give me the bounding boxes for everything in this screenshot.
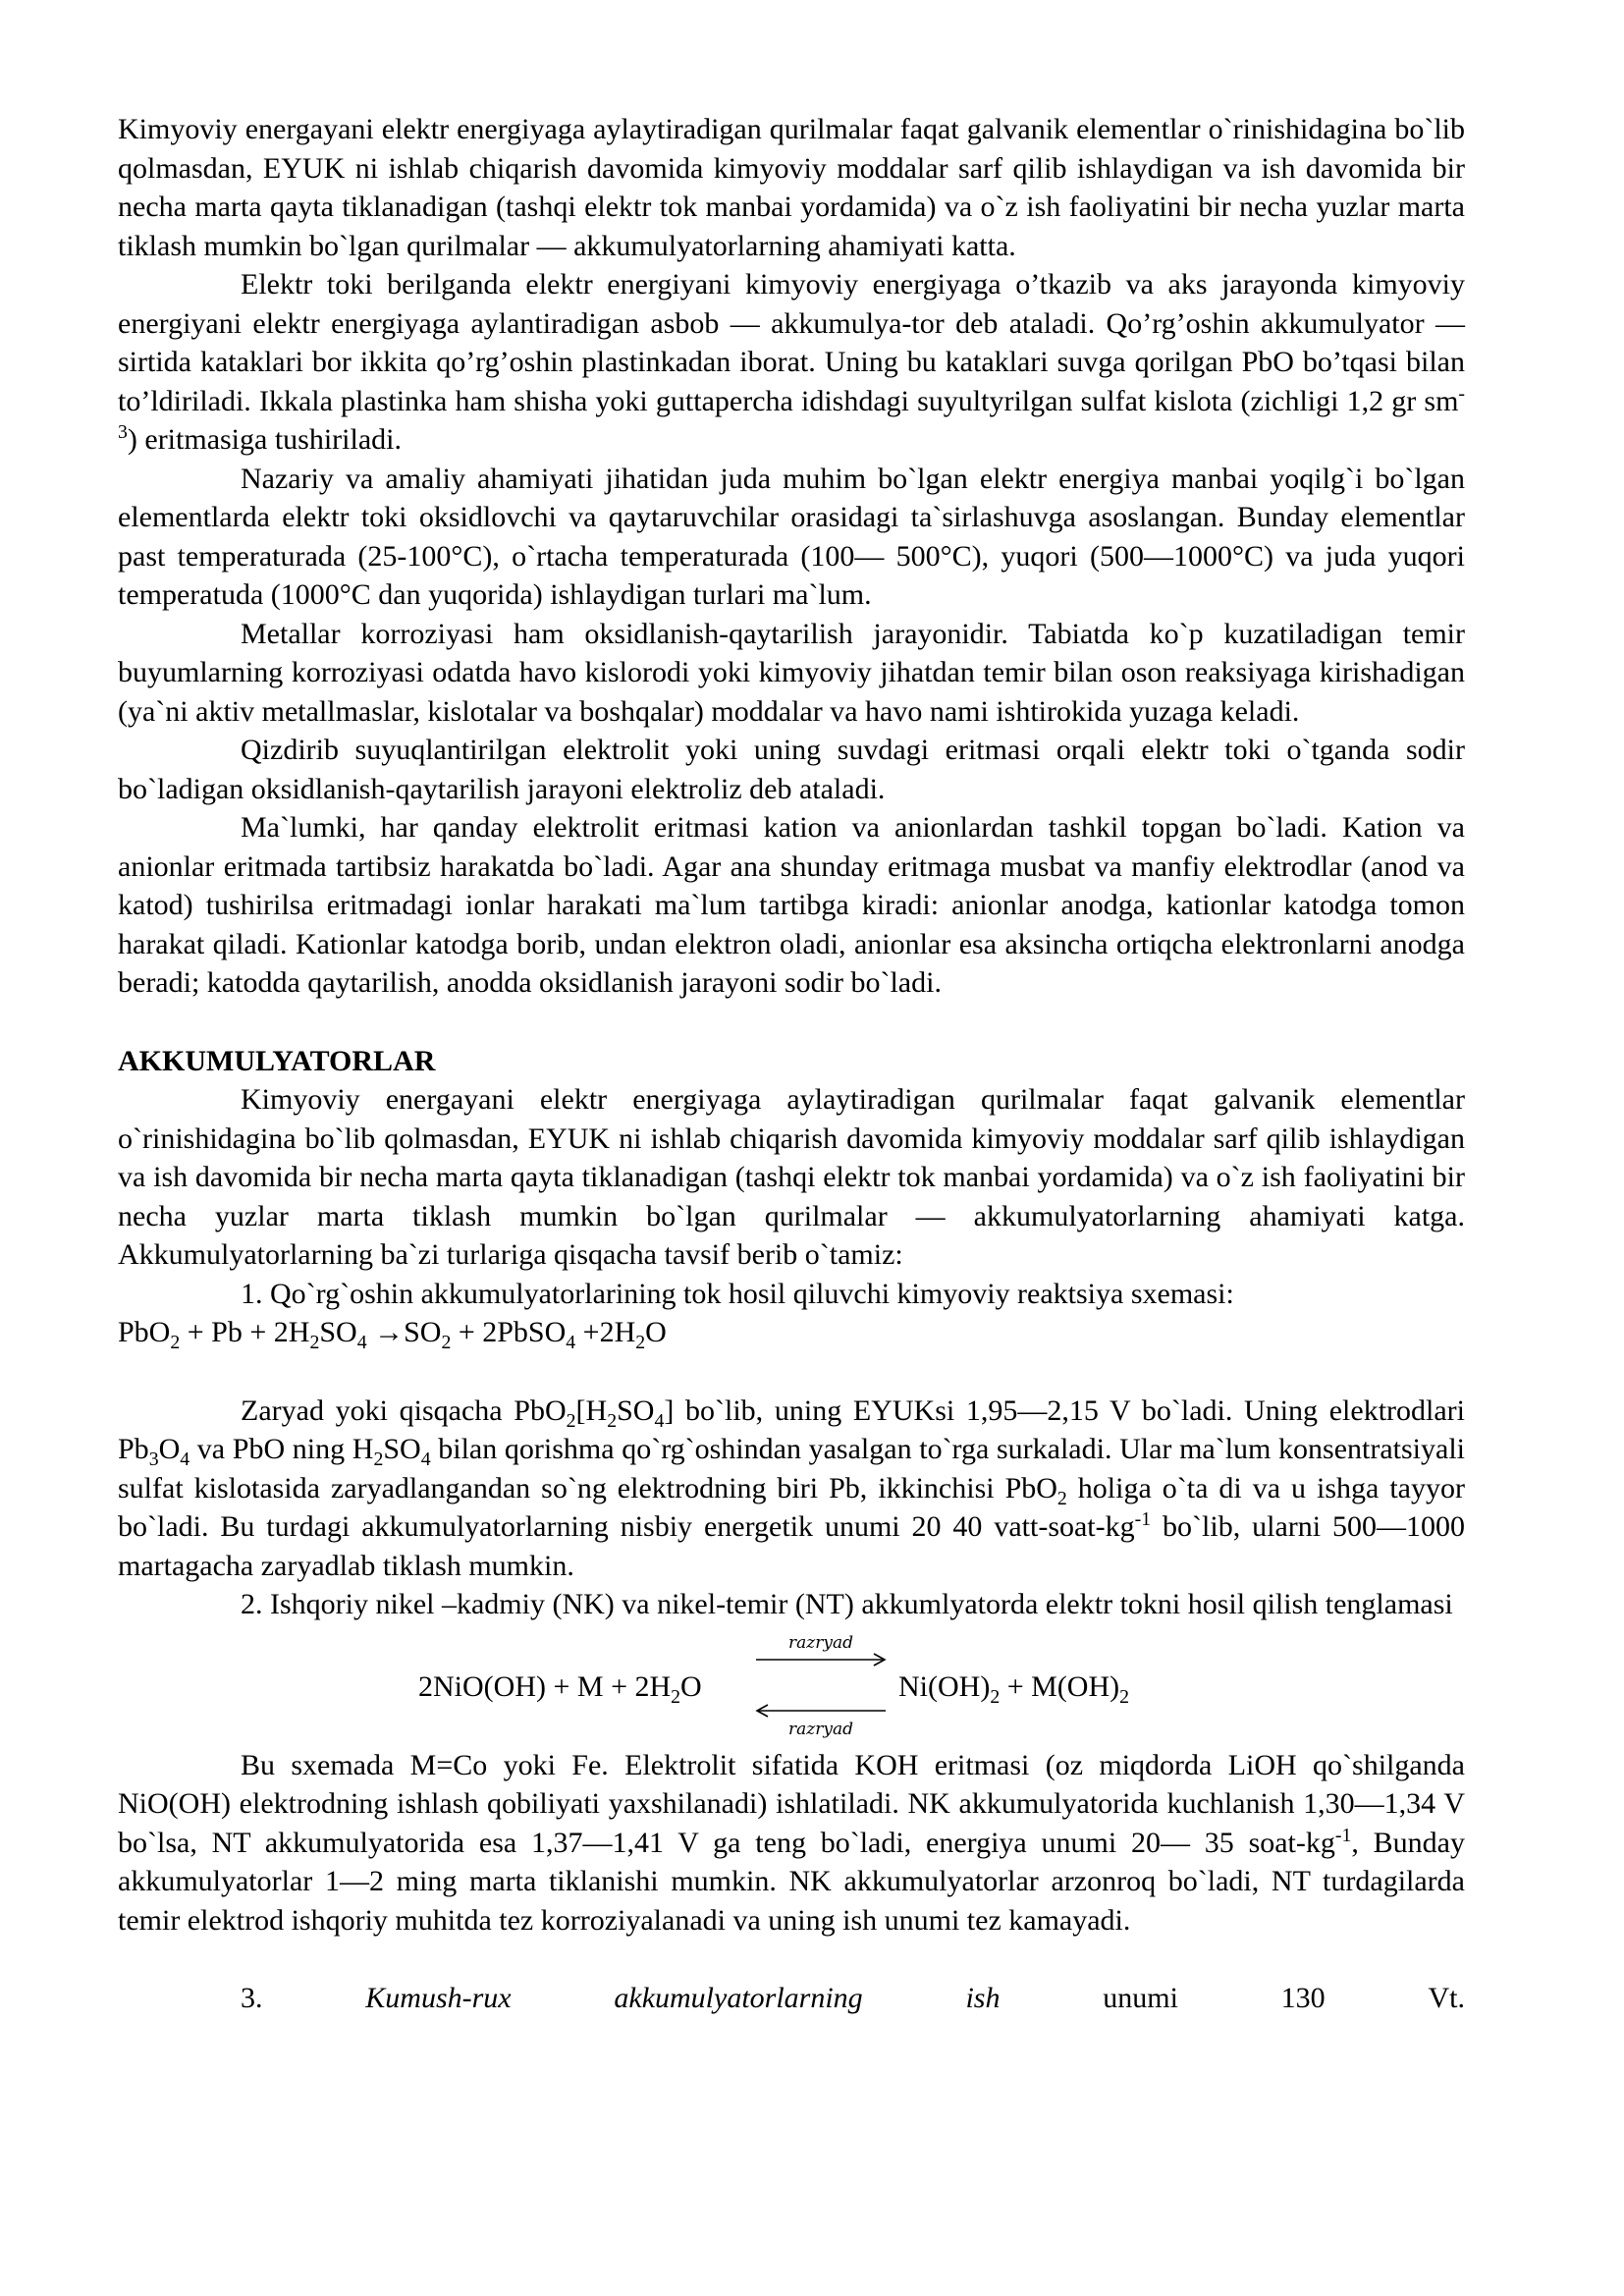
- list-item-nickel-accumulator: 2. Ishqoriy nikel –kadmiy (NK) va nikel-temir (NT) akkumlyatorda elektr tokni hosil qilish tenglamasi: [241, 1588, 1453, 1620]
- formula-text: + Pb + 2H: [180, 1316, 310, 1348]
- subscript: 2: [607, 1409, 618, 1432]
- text: Bu sxemada M=Co yoki Fe. Elektrolit sifatida KOH eritmasi (oz miqdorda LiOH qo`shilganda NiO(OH) elektrodning ishlash qobiliyati yaxshilanadi) ishlatiladi. NK akkumulyatorida kuchlanish 1,30—1,34 V bo`lsa, NT akkumulyatorida esa 1,37—1,41 V ga teng bo`ladi, energiya unumi 20— 35 soat-kg: [118, 1748, 1465, 1859]
- reaction-nickel: [118, 1628, 1465, 1744]
- text: SO: [383, 1433, 421, 1465]
- paragraph-electrolysis-ions: Ma`lumki, har qanday elektrolit eritmasi kation va anionlardan tashkil topgan bo`ladi. Kation va anionlar eritmada tartibsiz harakatda bo`ladi. Agar ana shunday eritmaga musbat va manfiy elektrodlar (anod va katod) tushirilsa eritmadagi ionlar harakati ma`lum tartibga kiradi: anionlar anodga, kationlar katodga tomon harakat qiladi. Kationlar katodga borib, undan elektron oladi, anionlar esa aksincha ortiqcha elektronlarni anodga beradi; katodda qaytarilish, anodda oksidlanish jarayoni sodir bo`ladi.: [118, 811, 1465, 999]
- paragraph-intro: Kimyoviy energayani elektr energiyaga aylaytiradigan qurilmalar faqat galvanik elementlar o`rinishidagina bo`lib qolmasdan, EYUK ni ishlab chiqarish davomida kimyoviy moddalar sarf qilib ishlaydigan va ish davomida bir necha marta qayta tiklanadigan (tashqi elektr tok manbai yordamida) va o`z ish faoliyatini bir necha yuzlar marta tiklash mumkin bo`lgan qurilmalar — akkumulyatorlarning ahamiyati katta.: [118, 113, 1465, 262]
- text: O: [158, 1433, 181, 1465]
- text: SO: [617, 1394, 655, 1427]
- paragraph-accumulators-intro: Kimyoviy energayani elektr energiyaga aylaytiradigan qurilmalar faqat galvanik elementlar o`rinishidagina bo`lib qolmasdan, EYUK ni ishlab chiqarish davomida kimyoviy moddalar sarf qilib ishlaydigan va ish davomida bir necha marta qayta tiklanadigan (tashqi elektr tok manbai yordamida) va o`z ish faoliyatini bir necha yuzlar marta tiklash mumkin bo`lgan qurilmalar — akkumulyatorlarning ahamiyati katga. Akkumulyatorlarning ba`zi turlariga qisqacha tavsif berib o`tamiz:: [118, 1083, 1465, 1271]
- superscript: -3: [118, 382, 1465, 443]
- item-word: unumi: [1103, 1982, 1178, 2014]
- subscript: 2: [990, 1685, 1001, 1708]
- text: holiga o`ta di va u ishga tayyor bo`ladi. Bu turdagi akkumulyatorlarning nisbiy energetik unumi 20 40 vatt-soat-kg: [118, 1471, 1465, 1543]
- arrow-label-bottom: razryad: [788, 1719, 853, 1739]
- reaction-text: + M(OH): [1000, 1669, 1120, 1703]
- formula-text: +2H: [575, 1316, 636, 1348]
- subscript: 4: [180, 1449, 190, 1470]
- reversible-arrows-icon: [754, 1634, 888, 1742]
- formula-text: + 2PbSO: [451, 1316, 567, 1348]
- subscript: 2: [566, 1409, 576, 1432]
- subscript: 2: [170, 1332, 181, 1353]
- reaction-text: Ni(OH): [898, 1669, 991, 1703]
- paragraph-fuel-elements: Nazariy va amaliy ahamiyati jihatidan juda muhim bo`lgan elektr energiya manbai yoqilg`i bo`lgan elementlarda elektr toki oksidlovchi va qaytaruvchilar orasidagi ta`sirlashuvga asoslangan. Bunday elementlar past temperaturada (25-100°C), o`rtacha temperaturada (100— 500°C), yuqori (500—1000°C) va juda yuqori temperatuda (1000°C dan yuqorida) ishlaydigan turlari ma`lum.: [118, 462, 1465, 611]
- text: bo`lib, ularni 500—1000 martagacha zaryadlab tiklash mumkin.: [118, 1510, 1465, 1582]
- list-item-lead-accumulator: 1. Qo`rg`oshin akkumulyatorlarining tok hosil qiluvchi kimyoviy reaktsiya sxemasi:: [241, 1277, 1234, 1310]
- list-item-silver-zinc: [118, 1979, 1465, 2018]
- reaction-text: O: [680, 1669, 702, 1703]
- subscript: 2: [441, 1332, 452, 1353]
- subscript: 4: [566, 1332, 576, 1353]
- subscript: 2: [1056, 1487, 1067, 1509]
- subscript: 4: [356, 1332, 367, 1353]
- reaction-right-side: [898, 1667, 1129, 1707]
- reaction-text: 2NiO(OH) + M + 2H: [418, 1669, 672, 1703]
- superscript: -1: [1134, 1508, 1152, 1530]
- formula-text: SO: [319, 1316, 357, 1348]
- item-word: akkumulyatorlarning: [614, 1982, 863, 2014]
- paragraph-charge-details: [118, 1392, 1465, 1586]
- subscript: 3: [148, 1449, 159, 1470]
- item-word: Vt.: [1428, 1982, 1465, 2014]
- document-page: [118, 110, 1465, 2018]
- text: Zaryad yoki qisqacha PbO: [241, 1394, 567, 1427]
- subscript: 2: [1119, 1685, 1129, 1708]
- subscript: 2: [309, 1332, 320, 1353]
- text: bilan qorishma qo`rg`oshindan yasalgan to`rga surkaladi. Ular ma`lum konsentratsiyali sulfat kislotasida zaryadlangandan so`ng elektrodning biri Pb, ikkinchisi PbO: [118, 1433, 1465, 1504]
- text: [H: [575, 1394, 608, 1427]
- text: Elektr toki berilganda elektr energiyani kimyoviy energiyaga o’tkazib va aks jarayonda kimyoviy energiyani elektr energiyaga aylantiradigan asbob — akkumulya-tor deb ataladi. Qo’rg’oshin akkumulyator — sirtida kataklari bor ikkita qo’rg’oshin plastinkadan iborat. Uning bu kataklari suvga qorilgan PbO bo’tqasi bilan to’ldiriladi. Ikkala plastinka ham shisha yoki guttapercha idishdagi suyultyrilgan sulfat kislota (zichligi 1,2 gr sm: [118, 268, 1465, 417]
- text: ] bo`lib, uning EYUKsi 1,95—2,15 V bo`ladi. Uning elektrodlari Pb: [118, 1394, 1465, 1465]
- paragraph-nickel-details: [118, 1746, 1465, 1941]
- item-number: 3.: [241, 1982, 263, 2014]
- text: ) eritmasiga tushiriladi.: [127, 423, 402, 456]
- paragraph-accumulator-definition: [118, 265, 1465, 460]
- subscript: 2: [635, 1332, 646, 1353]
- formula-text: →SO: [366, 1316, 442, 1348]
- formula-text: PbO: [118, 1316, 171, 1348]
- superscript: -1: [1334, 1824, 1352, 1846]
- item-word: 130: [1280, 1982, 1326, 2014]
- subscript: 4: [654, 1409, 665, 1432]
- paragraph-corrosion: Metallar korroziyasi ham oksidlanish-qaytarilish jarayonidir. Tabiatda ko`p kuzatiladigan temir buyumlarning korroziyasi odatda havo kislorodi yoki kimyoviy jihatdan temir bilan oson reaksiyaga kirishadigan (ya`ni aktiv metallmaslar, kislotalar va boshqalar) moddalar va havo nami ishtirokida yuzaga keladi.: [118, 617, 1465, 728]
- item-word: Kumush-rux: [365, 1982, 512, 2014]
- subscript: 2: [373, 1449, 384, 1470]
- section-heading: AKKUMULYATORLAR: [118, 1044, 436, 1077]
- text: va PbO ning H: [189, 1433, 374, 1465]
- reaction-left-side: [418, 1667, 702, 1707]
- subscript: 2: [671, 1685, 681, 1708]
- formula-text: O: [645, 1316, 667, 1348]
- paragraph-electrolysis-definition: Qizdirib suyuqlantirilgan elektrolit yoki uning suvdagi eritmasi orqali elektr toki o`tganda sodir bo`ladigan oksidlanish-qaytarilish jarayoni elektroliz deb ataladi.: [118, 734, 1465, 805]
- text: , Bunday akkumulyatorlar 1—2 ming marta tiklanishi mumkin. NK akkumulyatorlar arzonroq bo`ladi, NT turdagilarda temir elektrod ishqoriy muhitda tez korroziyalanadi va uning ish unumi tez kamayadi.: [118, 1826, 1465, 1937]
- formula-lead-reaction: [118, 1313, 1465, 1352]
- arrow-label-top: razryad: [788, 1633, 853, 1653]
- item-word: ish: [965, 1982, 1001, 2014]
- subscript: 4: [420, 1449, 431, 1470]
